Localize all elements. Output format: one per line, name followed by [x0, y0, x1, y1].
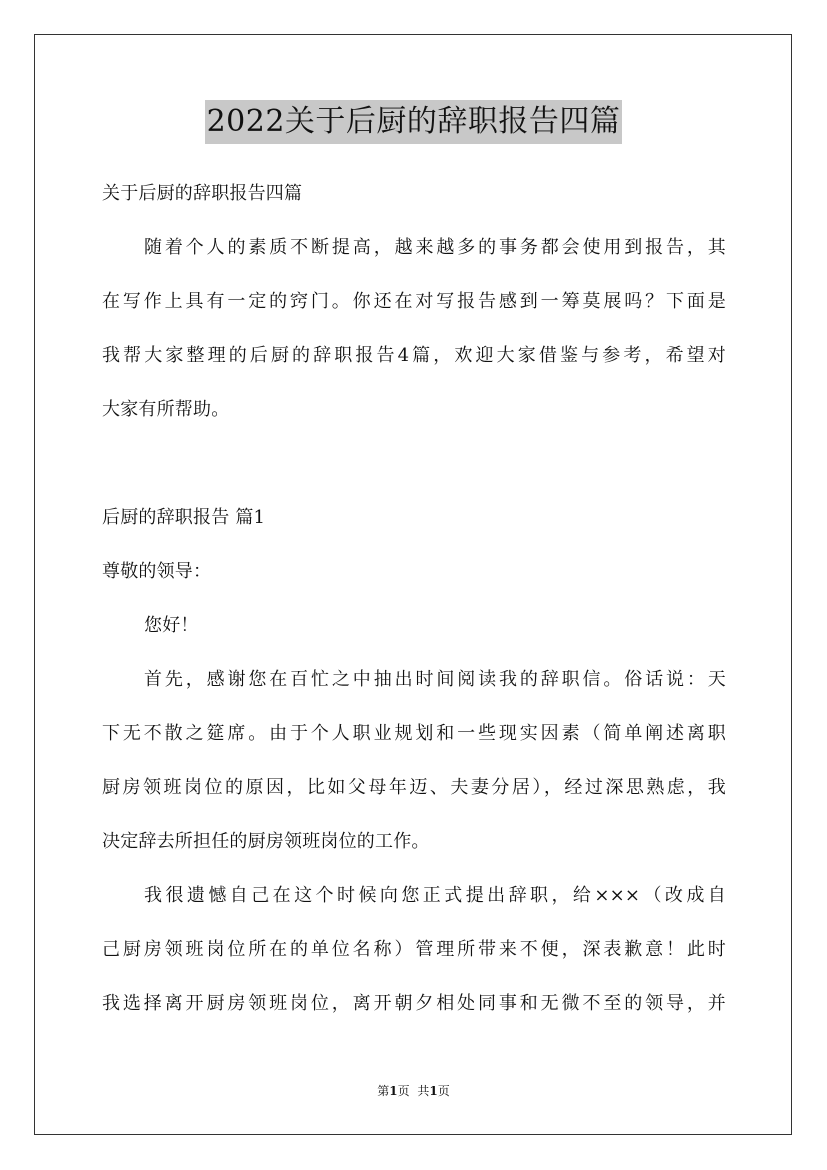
total-suffix: 页 [437, 1084, 450, 1098]
subtitle-line: 关于后厨的辞职报告四篇 [102, 183, 303, 204]
paragraph-line: 我选择离开厨房领班岗位，离开朝夕相处同事和无微不至的领导，并 [102, 993, 726, 1014]
paragraph-line: 我帮大家整理的后厨的辞职报告4篇，欢迎大家借鉴与参考，希望对 [102, 345, 726, 366]
page-number: 1 [389, 1084, 398, 1098]
total-prefix: 共 [417, 1084, 430, 1098]
paragraph-line: 随着个人的素质不断提高，越来越多的事务都会使用到报告，其 [144, 237, 726, 258]
paragraph-line: 大家有所帮助。 [102, 399, 230, 420]
paragraph-line: 我很遗憾自己在这个时候向您正式提出辞职，给×××（改成自 [144, 885, 726, 906]
page-suffix: 页 [397, 1084, 410, 1098]
paragraph-line: 下无不散之筵席。由于个人职业规划和一些现实因素（简单阐述离职 [102, 723, 726, 744]
greeting: 您好！ [144, 615, 199, 636]
paragraph-line: 己厨房领班岗位所在的单位名称）管理所带来不便，深表歉意！此时 [102, 939, 726, 960]
page-prefix: 第 [377, 1084, 390, 1098]
section-heading: 后厨的辞职报告 篇1 [102, 507, 266, 528]
paragraph-line: 决定辞去所担任的厨房领班岗位的工作。 [102, 831, 430, 852]
page-footer [0, 1083, 827, 1099]
title-container [0, 100, 827, 144]
paragraph-line: 在写作上具有一定的窍门。你还在对写报告感到一筹莫展吗？下面是 [102, 291, 726, 312]
paragraph-line: 首先，感谢您在百忙之中抽出时间阅读我的辞职信。俗话说：天 [144, 669, 726, 690]
total-pages: 1 [429, 1084, 438, 1098]
paragraph-line: 厨房领班岗位的原因，比如父母年迈、夫妻分居），经过深思熟虑，我 [102, 777, 726, 798]
document-title: 2022关于后厨的辞职报告四篇 [205, 100, 623, 144]
salutation: 尊敬的领导： [102, 561, 212, 582]
